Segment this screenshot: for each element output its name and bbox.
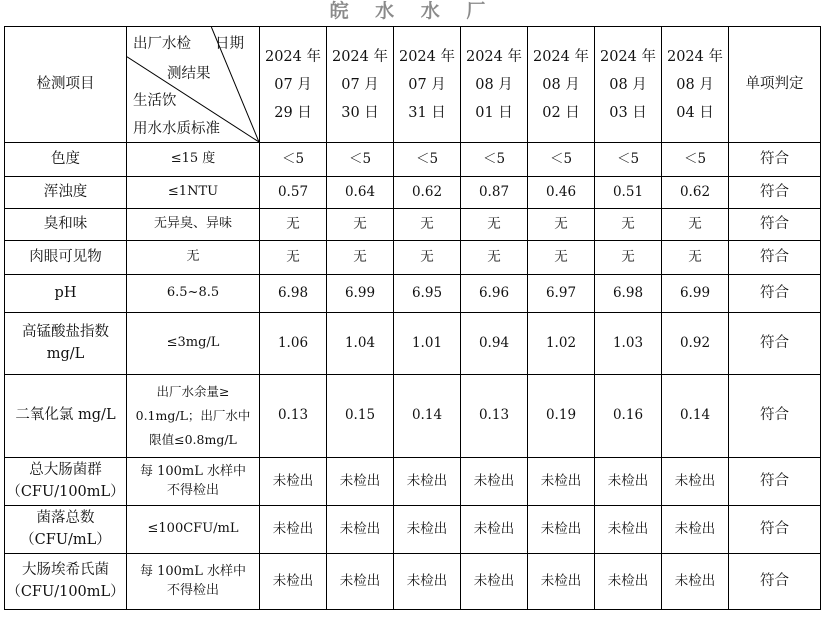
standard-line: ≤15 度 [170,151,216,167]
item-name-cell [5,241,127,275]
date-header-3 [461,27,528,143]
item-name-line: 肉眼可见物 [29,248,102,265]
value-cell: ＜5 [260,143,327,177]
value-cell: 无 [260,241,327,275]
item-name-cell [5,275,127,313]
date-m-part: 08 月 [609,76,647,93]
value-cell: 0.94 [461,313,528,375]
page-title: 皖 水 水 厂 [329,0,496,22]
value-cell: 无 [595,209,662,241]
value-cell: 未检出 [528,458,595,506]
value-cell: 未检出 [327,458,394,506]
value-cell: ＜5 [394,143,461,177]
verdict-cell: 符合 [729,313,821,375]
table-row [5,313,821,375]
water-quality-table [4,26,821,610]
date-d-part: 31 日 [408,104,446,121]
table-row [5,209,821,241]
verdict-cell: 符合 [729,209,821,241]
value-cell: 无 [394,209,461,241]
value-cell: 1.03 [595,313,662,375]
value-cell: 未检出 [327,554,394,610]
verdict-cell: 符合 [729,275,821,313]
value-cell: 0.51 [595,177,662,209]
item-name-line: 浑浊度 [43,183,88,200]
value-cell: 0.15 [327,375,394,458]
value-cell: ＜5 [662,143,729,177]
table-row [5,143,821,177]
value-cell: 未检出 [595,554,662,610]
date-m-part: 07 月 [408,76,446,93]
value-cell: 未检出 [260,458,327,506]
value-cell: 无 [662,209,729,241]
value-cell: 无 [528,241,595,275]
value-cell: 0.87 [461,177,528,209]
value-cell: 无 [327,241,394,275]
table-row [5,554,821,610]
item-name-line: （CFU/mL） [20,531,111,548]
standard-line: 每 100mL 水样中 [139,463,247,479]
date-y-part: 2024 年 [331,48,388,65]
item-name-line: 色度 [51,150,80,167]
value-cell: 6.95 [394,275,461,313]
item-name-cell [5,313,127,375]
date-y-part: 2024 年 [599,48,656,65]
value-cell: 无 [528,209,595,241]
item-name-line: （CFU/100mL） [6,483,125,500]
verdict-cell: 符合 [729,177,821,209]
verdict-cell: 符合 [729,554,821,610]
value-cell: 6.98 [595,275,662,313]
item-name-line: 菌落总数 [36,510,95,527]
table-row [5,375,821,458]
standard-cell [127,241,260,275]
value-cell: 无 [595,241,662,275]
standard-cell [127,275,260,313]
verdict-cell: 符合 [729,375,821,458]
value-cell: 无 [394,241,461,275]
value-cell: 未检出 [461,554,528,610]
item-name-cell [5,458,127,506]
standard-cell [127,458,260,506]
value-cell: 未检出 [662,554,729,610]
item-name-line: 大肠埃希氏菌 [22,562,109,579]
date-m-part: 07 月 [341,76,379,93]
value-cell: 0.64 [327,177,394,209]
value-cell: 0.57 [260,177,327,209]
standard-line: ≤3mg/L [166,335,220,351]
item-name-line: mg/L [46,345,85,362]
value-cell: 无 [662,241,729,275]
value-cell: 0.13 [461,375,528,458]
item-header: 检测项目 [5,27,127,143]
value-cell: 未检出 [461,506,528,554]
standard-line: 不得检出 [166,482,219,498]
standard-line: 0.1mg/L；出厂水中 [135,408,251,423]
value-cell: 6.96 [461,275,528,313]
table-row [5,241,821,275]
diag-mid-label: 测结果 [167,66,211,82]
date-d-part: 01 日 [475,104,513,121]
value-cell: 1.02 [528,313,595,375]
value-cell: 0.14 [662,375,729,458]
value-cell: 0.92 [662,313,729,375]
item-name-line: 总大肠菌群 [29,462,102,479]
value-cell: 无 [327,209,394,241]
standard-cell [127,375,260,458]
standard-line: 出厂水余量≥ [156,384,230,399]
standard-line: 限值≤0.8mg/L [149,432,237,447]
date-d-part: 30 日 [341,104,379,121]
item-name-line: （CFU/100mL） [6,583,125,600]
value-cell: 0.62 [394,177,461,209]
value-cell: 6.99 [662,275,729,313]
date-header-2 [394,27,461,143]
standard-line: ≤100CFU/mL [147,521,239,537]
date-y-part: 2024 年 [532,48,589,65]
standard-line: ≤1NTU [167,184,219,200]
standard-cell [127,313,260,375]
standard-line: 无 [186,249,200,265]
date-y-part: 2024 年 [264,48,321,65]
value-cell: ＜5 [461,143,528,177]
value-cell: 未检出 [461,458,528,506]
date-d-part: 29 日 [274,104,312,121]
date-m-part: 07 月 [274,76,312,93]
verdict-cell: 符合 [729,458,821,506]
date-header-6 [662,27,729,143]
value-cell: 无 [260,209,327,241]
date-header-5 [595,27,662,143]
date-header-0 [260,27,327,143]
item-name-cell [5,209,127,241]
date-y-part: 2024 年 [666,48,723,65]
value-cell: 未检出 [528,506,595,554]
value-cell: 1.01 [394,313,461,375]
item-name-line: pH [54,284,77,301]
standard-cell [127,554,260,610]
value-cell: 未检出 [595,458,662,506]
value-cell: 0.14 [394,375,461,458]
value-cell: 6.98 [260,275,327,313]
standard-line: 6.5~8.5 [166,285,220,301]
standard-cell [127,177,260,209]
item-name-cell [5,143,127,177]
date-m-part: 08 月 [475,76,513,93]
date-y-part: 2024 年 [465,48,522,65]
value-cell: 未检出 [394,554,461,610]
date-m-part: 08 月 [676,76,714,93]
item-name-line: 高锰酸盐指数 [22,324,109,341]
value-cell: 0.16 [595,375,662,458]
item-name-line: 臭和味 [43,215,88,232]
verdict-header: 单项判定 [729,27,821,143]
value-cell: 未检出 [394,458,461,506]
standard-cell [127,209,260,241]
value-cell: 未检出 [662,506,729,554]
item-name-line: 二氧化氯 mg/L [15,407,116,424]
date-header-1 [327,27,394,143]
table-row [5,506,821,554]
value-cell: 6.97 [528,275,595,313]
date-d-part: 04 日 [676,104,714,121]
table-row [5,275,821,313]
date-d-part: 03 日 [609,104,647,121]
item-name-cell [5,506,127,554]
value-cell: ＜5 [327,143,394,177]
value-cell: 未检出 [595,506,662,554]
value-cell: 0.62 [662,177,729,209]
date-d-part: 02 日 [542,104,580,121]
value-cell: 未检出 [662,458,729,506]
verdict-cell: 符合 [729,241,821,275]
diag-std-label-1: 生活饮 [133,93,177,109]
value-cell: 未检出 [394,506,461,554]
date-m-part: 08 月 [542,76,580,93]
item-name-cell [5,554,127,610]
value-cell: 无 [461,241,528,275]
standard-line: 每 100mL 水样中 [139,563,247,579]
date-y-part: 2024 年 [398,48,455,65]
table-row [5,458,821,506]
value-cell: 6.99 [327,275,394,313]
item-name-cell [5,177,127,209]
value-cell: ＜5 [595,143,662,177]
header-row [5,27,821,143]
standard-cell [127,143,260,177]
value-cell: ＜5 [528,143,595,177]
value-cell: 0.19 [528,375,595,458]
value-cell: 1.06 [260,313,327,375]
item-name-cell [5,375,127,458]
diagonal-header-cell [127,27,260,143]
value-cell: 未检出 [260,554,327,610]
date-header-4 [528,27,595,143]
value-cell: 未检出 [260,506,327,554]
value-cell: 未检出 [528,554,595,610]
standard-line: 无异臭、异味 [153,216,232,232]
diag-top-label: 出厂水检 [133,36,191,52]
standard-line: 不得检出 [166,582,219,598]
value-cell: 0.13 [260,375,327,458]
value-cell: 0.46 [528,177,595,209]
value-cell: 无 [461,209,528,241]
diag-std-label-2: 用水水质标准 [133,121,220,137]
diag-date-label: 日期 [215,36,244,52]
verdict-cell: 符合 [729,143,821,177]
table-row [5,177,821,209]
verdict-cell: 符合 [729,506,821,554]
value-cell: 1.04 [327,313,394,375]
standard-cell [127,506,260,554]
value-cell: 未检出 [327,506,394,554]
